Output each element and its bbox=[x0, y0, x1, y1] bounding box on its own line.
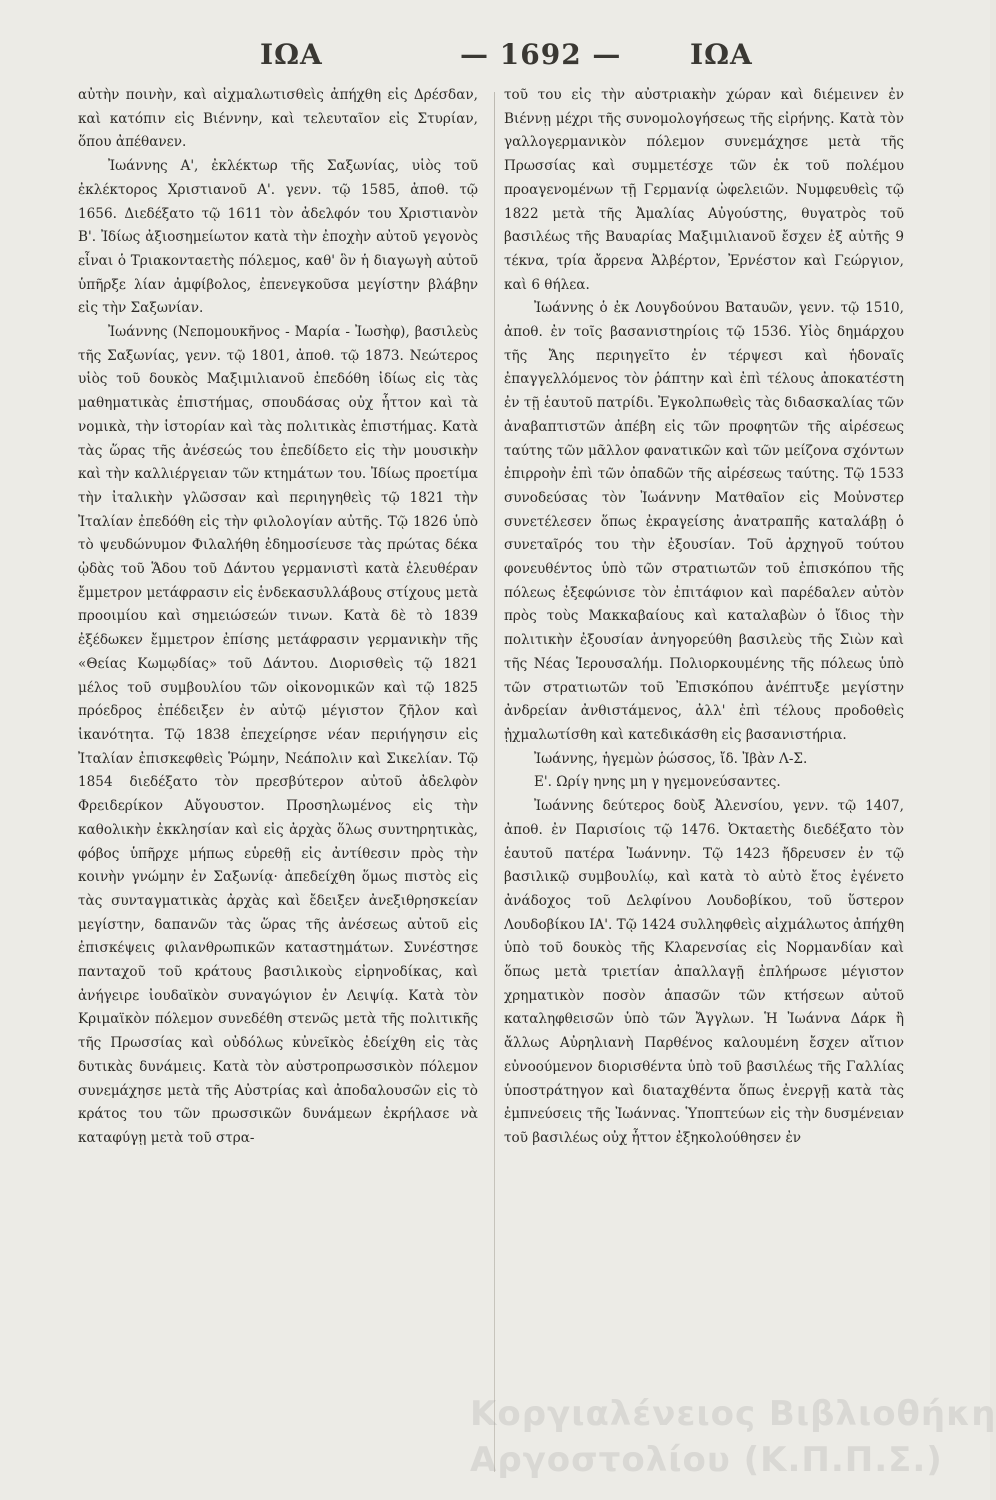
entry-ioannes-king-saxony: Ἰωάννης (Νεπομουκῆνος - Μαρία - Ἰωσὴφ), βασιλεὺς τῆς Σαξωνίας, γενν. τῷ 1801, ἀποθ. τῷ 1873. Νεώτερος υἱὸς τοῦ δουκὸς Μαξιμιλιανοῦ ἐπεδόθη ἰδίως εἰς τὰς μαθηματικὰς ἐπιστήμας, σπουδάσας οὐχ ἧττον καὶ τὰ νομικὰ, τὴν ἱστορίαν καὶ τὰς πολιτικὰς ἐπιστήμας. Κατὰ τὰς ὥρας τῆς ἀνέσεώς του ἐπεδίδετο εἰς τὴν μουσικὴν καὶ τὴν καλλιέργειαν τῶν κτημάτων του. Ἰδίως προετίμα τὴν ἰταλικὴν γλῶσσαν καὶ περιηγηθεὶς τῷ 1821 τὴν Ἰταλίαν ἐπεδόθη εἰς τὴν φιλολογίαν αὐτῆς. Τῷ 1826 ὑπὸ τὸ ψευδώνυμον Φιλαλήθη ἐδημοσίευσε τὰς πρώτας δέκα ᾠδὰς τοῦ Ἅδου τοῦ Δάντου γερμανιστὶ κατὰ ἐλευθέραν ἔμμετρον μετάφρασιν εἰς ἑνδεκασυλλάβους στίχους μετὰ προοιμίου καὶ σημειώσεών τινων. Κατὰ δὲ τὸ 1839 ἐξέδωκεν ἔμμετρον ἐπίσης μετάφρασιν γερμανικὴν τῆς «Θείας Κωμῳδίας» τοῦ Δάντου. Διορισθεὶς τῷ 1821 μέλος τοῦ συμβουλίου τῶν οἰκονομικῶν καὶ τῷ 1825 πρόεδρος ἐπέδειξεν ἐν αὐτῷ μέγιστον ζῆλον καὶ ἱκανότητα. Τῷ 1838 ἐπεχείρησε νέαν περιήγησιν εἰς Ἰταλίαν ἐπισκεφθεὶς Ῥώμην, Νεάπολιν καὶ Σικελίαν. Τῷ 1854 διεδέξατο τὸν πρεσβύτερον αὐτοῦ ἀδελφὸν Φρειδερίκον Αὔγουστον. Προσηλωμένος εἰς τὴν καθολικὴν ἐκκλησίαν καὶ εἰς ἀρχὰς ὅλως συντηρητικὰς, φόβος ὑπῆρχε μήπως εὑρεθῇ εἰς ἀντίθεσιν πρὸς τὴν κοινὴν γνώμην ἐν Σαξωνίᾳ· ἀπεδείχθη ὅμως πιστὸς εἰς τὰς συνταγματικὰς ἀρχὰς καὶ ἔδειξεν ἀνεξιθρησκείαν μεγίστην, δαπανῶν τὰς ὥρας τῆς ἀνέσεως αὐτοῦ εἰς ἐπισκέψεις φιλανθρωπικῶν καταστημάτων. Συνέστησε πανταχοῦ τοῦ κράτους βασιλικοὺς εἰρηνοδίκας, καὶ ἀνήγειρε ἰουδαϊκὸν συναγώγιον ἐν Λειψίᾳ. Κατὰ τὸν Κριμαϊκὸν πόλεμον συνεδέθη στενῶς μετὰ τῆς πολιτικῆς τῆς Πρωσσίας καὶ οὐδόλως κὐνεῖκὸς ἐδείχθη εἰς τὰς δυτικὰς δυνάμεις. Κατὰ τὸν αὐστροπρωσσικὸν πόλεμον συνεμάχησε μετὰ τῆς Αὐστρίας καὶ ἀποδαλουσῶν εἰς τὸ κράτος του τῶν πρωσσικῶν δυνάμεων ἐκρήλασε νὰ καταφύγῃ μετὰ τοῦ στρα- bbox=[78, 324, 478, 1146]
column-divider bbox=[494, 92, 495, 1472]
entry-paragraph: τοῦ του εἰς τὴν αὐστριακὴν χώραν καὶ διέμεινεν ἐν Βιέννῃ μέχρι τῆς συνομολογήσεως τῆς εἰρήνης. Κατὰ τὸν γαλλογερμανικὸν πόλεμον συνεμάχησε μετὰ τῆς Πρωσσίας καὶ συμμετέσχε τῶν ἐκ τοῦ πολέμου προαγενομένων τῇ Γερμανίᾳ ὠφελειῶν. Νυμφευθεὶς τῷ 1822 μετὰ τῆς Ἀμαλίας Αὐγούστης, θυγατρὸς τοῦ βασιλέως τῆς Βαυαρίας Μαξιμιλιανοῦ ἔσχεν ἐξ αὐτῆς 9 τέκνα, τρία ἄρρενα Ἀλβέρτον, Ἐρνέστον καὶ Γεώργιον, καὶ 6 θήλεα. bbox=[504, 87, 904, 293]
header-left-title: ΙΩΑ bbox=[260, 38, 323, 71]
page-header bbox=[60, 38, 930, 78]
header-right-title: ΙΩΑ bbox=[690, 38, 753, 71]
entry-paragraph: αὐτὴν ποινὴν, καὶ αἰχμαλωτισθεὶς ἀπήχθη εἰς Δρέσδαν, καὶ κατόπιν εἰς Βιέννην, καὶ τελευταῖον εἰς Στυρίαν, ὅπου ἀπέθανεν. bbox=[78, 87, 478, 151]
entry-ioannes-a-saxony: Ἰωάννης Α', ἐκλέκτωρ τῆς Σαξωνίας, υἱὸς τοῦ ἐκλέκτορος Χριστιανοῦ Α'. γενν. τῷ 1585, ἀποθ. τῷ 1656. Διεδέξατο τῷ 1611 τὸν ἀδελφόν του Χριστιανὸν Β'. Ἰδίως ἀξιοσημείωτον κατὰ τὴν ἐποχὴν αὐτοῦ γεγονὸς εἶναι ὁ Τριακονταετὴς πόλεμος, καθ' ὃν ἡ διαγωγὴ αὐτοῦ ὑπῆρξε λίαν ἀμφίβολος, ἐπενεγκοῦσα μεγίστην βλάβην εἰς τὴν Σαξωνίαν. bbox=[78, 158, 478, 317]
entry-ioannes-alencon: Ἰωάννης δεύτερος δοὺξ Ἀλενσίου, γενν. τῷ 1407, ἀποθ. ἐν Παρισίοις τῷ 1476. Ὀκταετὴς διεδέξατο τὸν ἑαυτοῦ πατέρα Ἰωάννην. Τῷ 1423 ἤδρευσεν ἐν τῷ βασιλικῷ συμβουλίῳ, καὶ κατὰ τὸ αὐτὸ ἔτος ἐγένετο ἀνάδοχος τοῦ Δελφίνου Λουδοβίκου, τοῦ ὕστερον Λουδοβίκου ΙΑ'. Τῷ 1424 συλληφθεὶς αἰχμάλωτος ἀπήχθη ὑπὸ τοῦ δουκὸς τῆς Κλαρενσίας εἰς Νορμανδίαν καὶ ὅπως μετὰ τριετίαν ἀπαλλαγῇ ἐπλήρωσε μέγιστον χρηματικὸν ποσὸν ἁπασῶν τῶν κτήσεων αὐτοῦ καταληφθεισῶν ὑπὸ τῶν Ἄγγλων. Ἡ Ἰωάννα Δάρκ ἢ ἄλλως Αὐρηλιανὴ Παρθένος καλουμένη ἔσχεν αἴτιον εὐνοούμενον διορισθέντα ὑπὸ τοῦ βασιλέως τῆς Γαλλίας ὑποστράτηγον καὶ διαταχθέντα ὅπως ἐνεργῇ κατὰ τὰς ἐμπνεύσεις τῆς Ἰωάννας. Ὑποπτεύων εἰς τὴν δυσμένειαν τοῦ βασιλέως οὐχ ἧττον ἐξηκολούθησεν ἐν bbox=[504, 798, 904, 1146]
library-watermark-subtitle: Αργοστολίου (Κ.Π.Π.Σ.) bbox=[470, 1440, 943, 1480]
entry-ioannes-russian: Ἰωάννης, ἡγεμὼν ῥώσσος, ἴδ. Ἰβὰν Λ-Σ. bbox=[534, 750, 808, 767]
section-heading: Ε'. Ωρίγ ηνης μη γ ηγεμονεύσαντες. bbox=[534, 774, 781, 791]
entry-ioannes-leiden: Ἰωάννης ὁ ἐκ Λουγδούνου Βαταυῶν, γενν. τῷ 1510, ἀποθ. ἐν τοῖς βασανιστηρίοις τῷ 1536. Υἱὸς δημάρχου τῆς Ἄης περιηγεῖτο ἐν τέρψεσι καὶ ἡδοναῖς ἐπαγγελλόμενος τὸν ῥάπτην καὶ ἐπὶ τέλους ἀποκατέστη ἐν τῇ ἑαυτοῦ πατρίδι. Ἐγκολπωθεὶς τὰς διδασκαλίας τῶν ἀναβαπτιστῶν ἀπέβη εἰς τῶν προφητῶν τῆς αἱρέσεως ταύτης τῶν μᾶλλον φανατικῶν καὶ τῶν μείζονα σχόντων ἐπιρροὴν ἐπὶ τῶν ὀπαδῶν τῆς αἱρέσεως ταύτης. Τῷ 1533 συνοδεύσας τὸν Ἰωάννην Ματθαῖον εἰς Μοὐνστερ συνετέλεσεν ὅπως ἐκραγείσης ἀνατραπῆς καταλάβῃ ὁ συνεταῖρός του τὴν ἐξουσίαν. Τοῦ ἀρχηγοῦ τούτου φονευθέντος ὑπὸ τῶν στρατιωτῶν τοῦ ἐπισκόπου τῆς πόλεως ἐξεφώνισε τὸν ἐπιτάφιον καὶ παρέδαλεν αὐτὸν πρὸς τοὺς Μακκαβαίους καὶ καταλαβὼν ὁ ἴδιος τὴν πολιτικὴν ἐξουσίαν ἀνηγορεύθη βασιλεὺς τῆς Σιὼν καὶ τῆς Νέας Ἱερουσαλήμ. Πολιορκουμένης τῆς πόλεως ὑπὸ τῶν στρατιωτῶν τοῦ Ἐπισκόπου ἀνέπτυξε μεγίστην ἀνδρείαν ἀνθιστάμενος, ἀλλ' ἐπὶ τέλους προδοθεὶς ᾐχμαλωτίσθη καὶ κατεδικάσθη εἰς βασανιστήρια. bbox=[504, 300, 904, 743]
page-number: — 1692 — bbox=[460, 38, 622, 71]
right-column bbox=[504, 84, 904, 1146]
left-column bbox=[78, 84, 478, 1486]
library-watermark: Κοργιαλένειος Βιβλιοθήκη bbox=[470, 1394, 996, 1434]
